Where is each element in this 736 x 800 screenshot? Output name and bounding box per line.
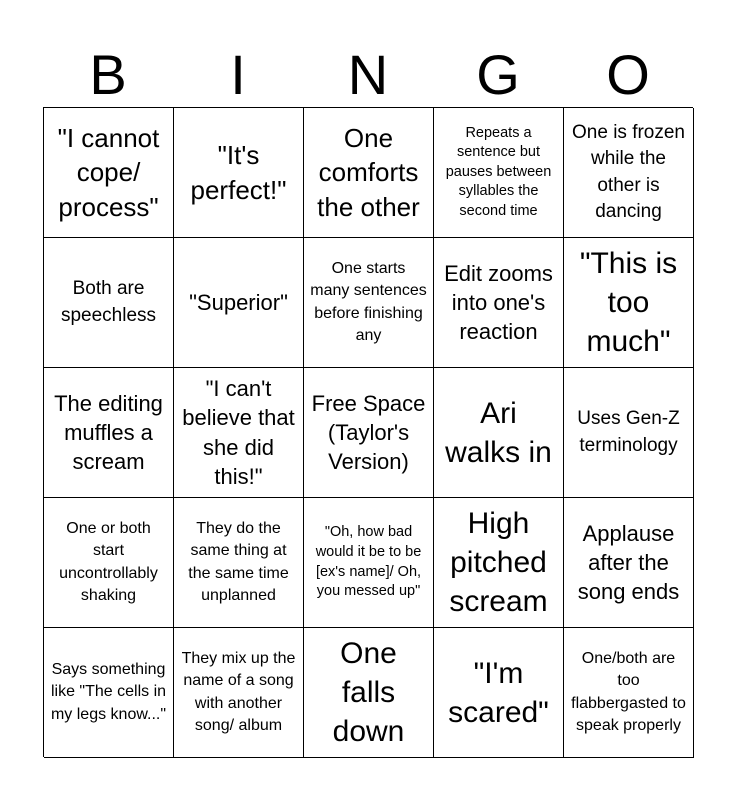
- cell-text: Uses Gen-Z terminology: [577, 408, 680, 456]
- cell-text: Says something like "The cells in my legs know...": [50, 661, 167, 723]
- bingo-grid: [43, 107, 693, 757]
- cell-text: "I can't believe that she did this!": [182, 376, 295, 489]
- cell-text: Free Space (Taylor's Version): [311, 390, 426, 475]
- cell-text: One or both start uncontrollably shaking: [59, 520, 158, 604]
- bingo-cell[interactable]: [174, 368, 304, 498]
- header-letter-n: N: [347, 43, 389, 106]
- bingo-cell[interactable]: [434, 498, 564, 628]
- header-letter-g: G: [476, 43, 520, 106]
- bingo-cell[interactable]: [564, 368, 694, 498]
- bingo-cell[interactable]: [44, 108, 174, 238]
- cell-text: They mix up the name of a song with another song/ album: [181, 650, 296, 734]
- bingo-cell[interactable]: [304, 498, 434, 628]
- cell-text: They do the same thing at the same time unplanned: [188, 520, 289, 604]
- cell-text: Both are speechless: [60, 278, 157, 326]
- bingo-cell[interactable]: [304, 108, 434, 238]
- bingo-cell[interactable]: [564, 628, 694, 758]
- bingo-cell[interactable]: [174, 108, 304, 238]
- bingo-header: [43, 42, 693, 108]
- cell-text: The editing muffles a scream: [54, 390, 163, 475]
- cell-text: Ari walks in: [445, 396, 552, 469]
- header-letter-b: B: [89, 43, 127, 106]
- bingo-cell[interactable]: [174, 628, 304, 758]
- cell-text: "Oh, how bad would it be to be [ex's name]/ Oh, you messed up": [315, 524, 422, 600]
- cell-text: One is frozen while the other is dancing: [572, 122, 685, 222]
- bingo-cell[interactable]: [304, 628, 434, 758]
- cell-text: "This is too much": [579, 247, 678, 358]
- bingo-cell[interactable]: [434, 108, 564, 238]
- header-letter-i: I: [230, 43, 246, 106]
- bingo-cell[interactable]: [434, 238, 564, 368]
- bingo-cell[interactable]: [564, 498, 694, 628]
- bingo-cell[interactable]: [174, 498, 304, 628]
- bingo-cell[interactable]: [434, 368, 564, 498]
- cell-text: Applause after the song ends: [577, 520, 680, 605]
- cell-text: One/both are too flabbergasted to speak properly: [571, 650, 686, 734]
- cell-text: "It's perfect!": [190, 140, 287, 205]
- cell-text: One falls down: [332, 637, 405, 748]
- bingo-cell[interactable]: [174, 238, 304, 368]
- cell-text: High pitched scream: [449, 507, 548, 618]
- bingo-cell[interactable]: [304, 238, 434, 368]
- bingo-cell[interactable]: [564, 108, 694, 238]
- bingo-cell[interactable]: [44, 368, 174, 498]
- header-letter-o: O: [606, 43, 650, 106]
- bingo-cell[interactable]: [44, 498, 174, 628]
- bingo-cell[interactable]: [304, 368, 434, 498]
- cell-text: One starts many sentences before finishing any: [310, 260, 427, 344]
- bingo-cell[interactable]: [44, 628, 174, 758]
- bingo-cell[interactable]: [44, 238, 174, 368]
- cell-text: "Superior": [189, 289, 288, 315]
- cell-text: "I cannot cope/ process": [57, 123, 160, 222]
- cell-text: One comforts the other: [317, 123, 420, 222]
- cell-text: Repeats a sentence but pauses between syllables the second time: [445, 124, 552, 219]
- cell-text: Edit zooms into one's reaction: [444, 260, 553, 345]
- bingo-cell[interactable]: [434, 628, 564, 758]
- bingo-cell[interactable]: [564, 238, 694, 368]
- cell-text: "I'm scared": [448, 656, 549, 729]
